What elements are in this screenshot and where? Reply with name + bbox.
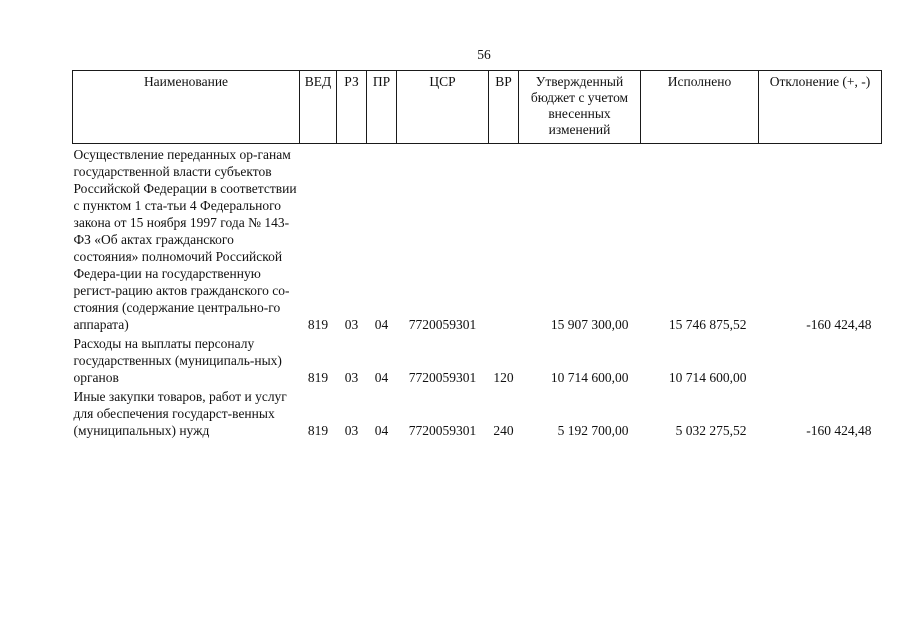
row-rz: 03 (344, 317, 359, 332)
header-executed: Исполнено (641, 71, 759, 144)
row-csr: 7720059301 (408, 370, 477, 385)
budget-execution-table (72, 70, 882, 439)
row-deviation: -160 424,48 (806, 423, 872, 438)
row-pr: 04 (374, 317, 389, 332)
header-approved-budget: Утвержденный бюджет с учетом внесенных изменений (519, 71, 641, 144)
row-executed: 15 746 875,52 (668, 317, 747, 332)
row-ved: 819 (307, 317, 329, 332)
row-name: Осуществление переданных ор-ганам государственной власти субъектов Российской Федерации в соответствии с пунктом 1 ста-тьи 4 Федерального закона от 15 ноября 1997 года № 143-ФЗ «Об актах гражданского состояния» полномочий Российской Федера-ции на государственную регист-рацию актов гражданского со-стояния (содержание центрально-го аппарата) (73, 147, 297, 332)
row-ved: 819 (307, 423, 329, 438)
row-rz: 03 (344, 370, 359, 385)
row-pr: 04 (374, 370, 389, 385)
row-vr: 240 (493, 423, 514, 438)
row-executed: 10 714 600,00 (668, 370, 747, 385)
row-csr: 7720059301 (408, 317, 477, 332)
row-ved: 819 (307, 370, 329, 385)
row-name: Иные закупки товаров, работ и услуг для обеспечения государст-венных (муниципальных) нужд (73, 389, 287, 438)
header-csr: ЦСР (397, 71, 489, 144)
budget-table-container (72, 70, 881, 439)
row-pr: 04 (374, 423, 389, 438)
header-ved: ВЕД (300, 71, 337, 144)
page-number: 56 (477, 47, 491, 62)
row-rz: 03 (344, 423, 359, 438)
row-csr: 7720059301 (408, 423, 477, 438)
table-header-row (73, 71, 882, 144)
row-executed: 5 032 275,52 (675, 423, 747, 438)
row-name: Расходы на выплаты персоналу государственных (муниципаль-ных) органов (73, 336, 282, 385)
header-pr: ПР (367, 71, 397, 144)
header-rz: РЗ (337, 71, 367, 144)
table-row (73, 144, 882, 334)
table-row (73, 333, 882, 386)
row-deviation: -160 424,48 (806, 317, 872, 332)
row-vr (489, 144, 519, 334)
row-deviation (759, 333, 882, 386)
row-approved-budget: 10 714 600,00 (550, 370, 629, 385)
header-name: Наименование (73, 71, 300, 144)
row-approved-budget: 5 192 700,00 (557, 423, 629, 438)
table-row (73, 386, 882, 439)
row-approved-budget: 15 907 300,00 (550, 317, 629, 332)
row-vr: 120 (493, 370, 514, 385)
header-vr: ВР (489, 71, 519, 144)
header-deviation: Отклонение (+, -) (759, 71, 882, 144)
